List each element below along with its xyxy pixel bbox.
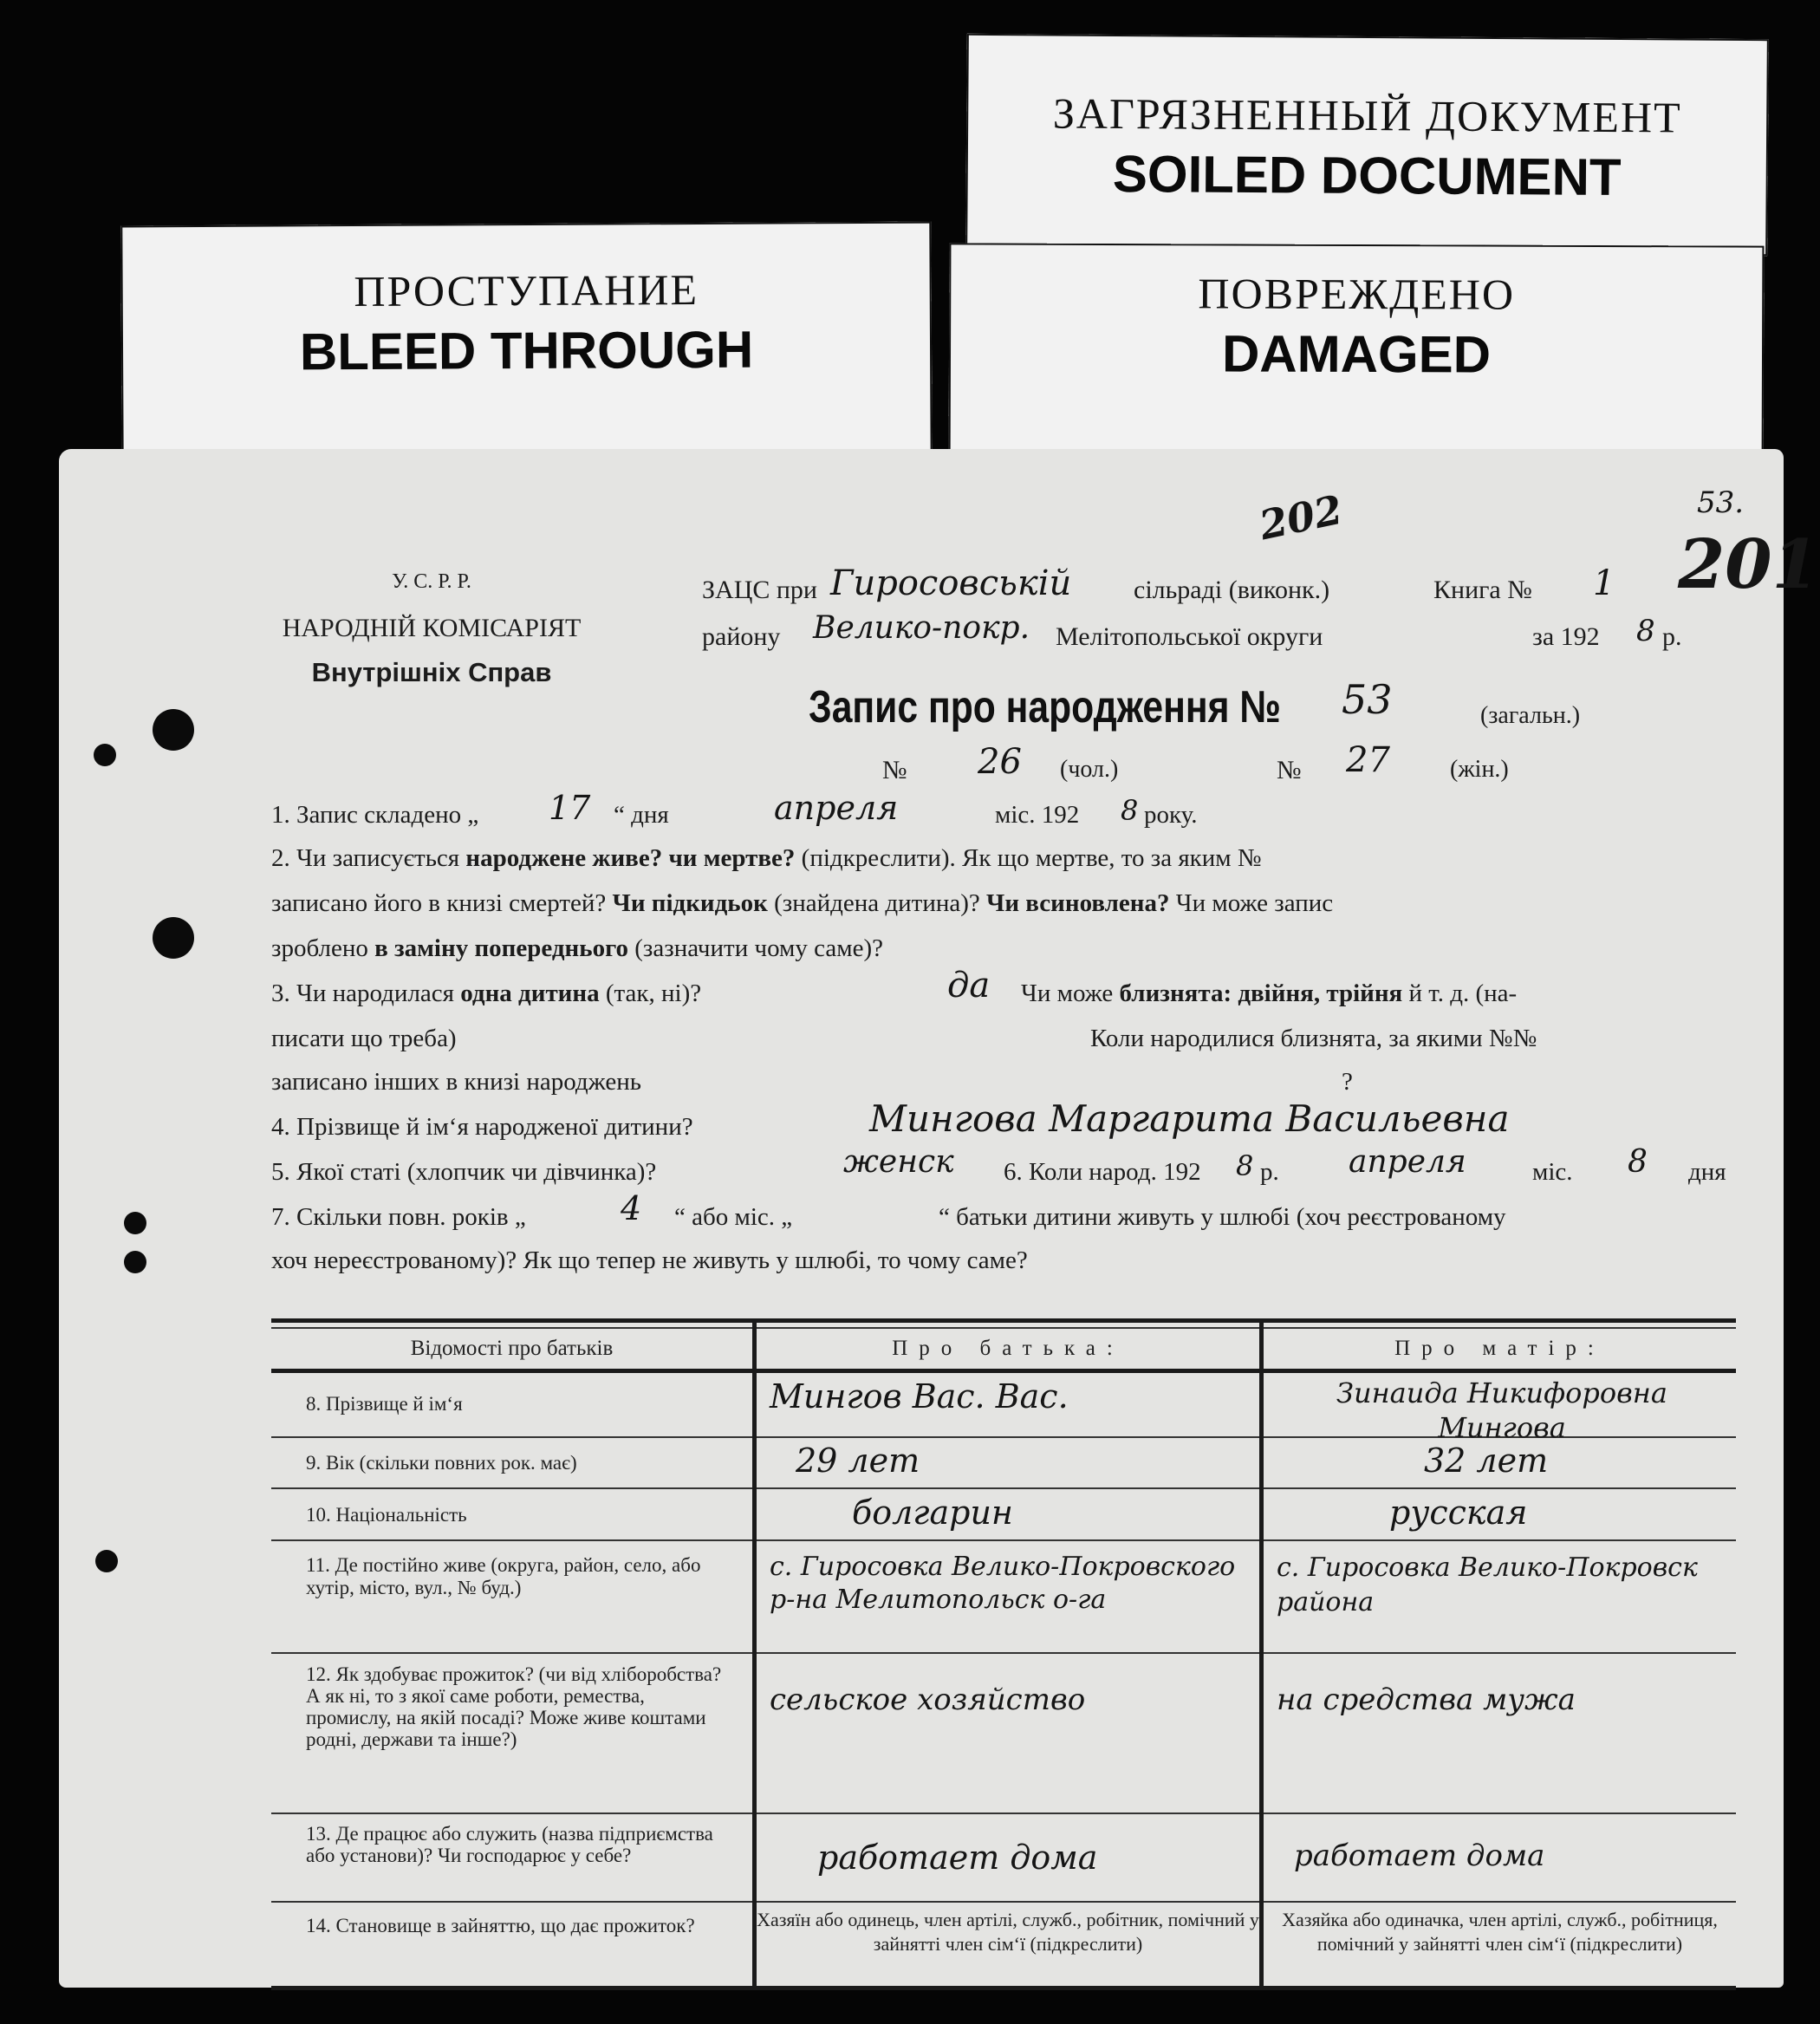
q2-l3-c: (зазначити чому саме)? [628,934,883,962]
q2-l1-a: 2. Чи записується [271,844,466,872]
row-label-name: 8. Прізвище й ім‘я [306,1393,463,1415]
q5-label: 5. Якої статі (хлопчик чи дівчинка)? [271,1158,657,1186]
q4-label: 4. Прізвище й ім‘я народженої дитини? [271,1113,693,1141]
q3-l1-b: одна дитина [460,979,600,1007]
q3-l1-f: й т. д. (на- [1402,979,1518,1007]
label-damaged-en: DAMAGED [1221,324,1492,384]
q3-l1-c: (так, ні)? [599,979,702,1007]
q3-l3-b: ? [1342,1068,1353,1096]
table-rule [271,1487,1736,1489]
mother-occupation-status: Хазяйка або одиначка, член артілі, служб., робітниця, помічний у зайнятті член сім‘ї (підкреслити) [1282,1909,1718,1955]
label-bleed-ru: ПРОСТУПАНИЕ [354,264,699,316]
birth-record-sheet [59,449,1819,1988]
q1-month: апреля [774,789,899,827]
year-digit: 8 [1636,614,1655,648]
row-label-residence: 11. Де постійно живе (округа, район, село, або хутір, місто, вул., № буд.) [306,1554,701,1598]
row-label-nationality: 10. Національність [306,1504,467,1526]
male-label: № [882,756,907,784]
q2-l2-d: Чи всиновлена? [986,889,1170,917]
q3-line1-a [271,979,701,1008]
table-rule [271,1812,1736,1814]
q1-mid: “ дня [614,801,669,829]
punch-hole-icon [94,744,116,766]
label-soiled-ru: ЗАГРЯЗНЕННЫЙ ДОКУМЕНТ [1052,88,1682,142]
male-number: 26 [978,742,1022,782]
q3-l1-d: Чи може [1021,979,1120,1007]
q1-end: року. [1144,801,1198,829]
mother-nationality: русская [1389,1494,1528,1532]
female-suffix: (жін.) [1450,756,1509,783]
row-label-occupation-status: 14. Становище в зайняттю, що дає прожиток? [306,1915,695,1936]
label-soiled-en: SOILED DOCUMENT [1112,144,1622,207]
q6-mis: міс. [1532,1158,1573,1186]
q3-l1-a: 3. Чи народилася [271,979,461,1007]
q4-answer: Мингова Маргарита Васильевна [869,1097,1510,1140]
q7-years: 4 [621,1189,642,1227]
year-prefix: за 192 [1532,622,1600,651]
q3-answer: да [947,966,991,1005]
row-label-age: 9. Вік (скільки повних рок. має) [306,1452,577,1474]
q2-l2-e: Чи може запис [1169,889,1334,917]
q7-l1-b: “ або міс. „ [674,1203,793,1231]
raion-name: Велико-покр. [813,610,1030,646]
mother-workplace: работает дома [1294,1839,1545,1873]
label-bleed-en: BLEED THROUGH [299,320,754,381]
punch-hole-icon [153,709,194,751]
table-rule [271,1986,1736,1990]
okruha-name: Мелітопольської округи [1056,622,1323,651]
corner-number-main: 201 [1678,525,1819,604]
header-commissariat: НАРОДНІЙ КОМІСАРІЯТ [282,614,582,642]
q3-line1-b [1021,979,1517,1008]
mother-name: Зинаида Никифоровна Мингова [1336,1376,1667,1444]
table-column-divider [1259,1318,1264,1990]
punch-hole-icon [153,917,194,959]
header-ussr: У. С. Р. Р. [392,570,471,593]
female-label: № [1277,756,1302,784]
raion-prefix: району [702,622,781,651]
label-soiled-document [965,34,1769,256]
year-suffix: р. [1662,622,1682,651]
record-title: Запис про народження № [809,682,1281,732]
father-name: Мингов Вас. Вас. [770,1377,1069,1415]
q1-year: 8 [1121,794,1139,827]
zags-name: Гиросовській [830,563,1072,603]
q1-prefix: 1. Запис складено „ [271,801,479,829]
q3-l2-a: писати що треба) [271,1025,457,1052]
q2-l2-b: Чи підкидьок [612,889,768,917]
q3-l2-b: Коли народилися близнята, за якими №№ [1090,1025,1537,1052]
q6-month: апреля [1349,1144,1466,1180]
q6-day: 8 [1628,1144,1648,1180]
corner-number-top: 53. [1697,485,1745,520]
punch-hole-icon [124,1212,146,1234]
q2-l3-a: зроблено [271,934,375,962]
q7-l2-a: хоч нереєстрованому)? Як що тепер не живуть у шлюбі, то чому саме? [271,1246,1028,1274]
q2-line2 [271,889,1333,918]
q2-l2-c: (знайдена дитина)? [767,889,987,917]
table-rule [271,1369,1736,1373]
table-rule [271,1901,1736,1903]
mother-livelihood: на средства мужа [1277,1682,1576,1717]
table-rule [271,1539,1736,1541]
mother-age: 32 лет [1424,1442,1549,1480]
q2-line3 [271,934,883,963]
father-residence: с. Гиросовка Велико-Покровского р-на Мелитопольск о-га [770,1552,1236,1615]
record-general: (загальн.) [1480,702,1581,729]
q6-dnya: дня [1688,1158,1726,1186]
header-internal-affairs: Внутрішніх Справ [311,657,552,687]
q2-l3-b: в заміну попереднього [374,934,629,962]
header-col-parents: Відомості про батьків [410,1337,614,1360]
female-number: 27 [1346,740,1390,780]
punch-hole-icon [95,1550,118,1572]
book-label: Книга № [1433,576,1532,604]
q2-l1-b: народжене живе? чи мертве? [465,844,796,872]
punch-hole-icon [124,1251,146,1273]
father-occupation-status: Хазяїн або одинець, член артілі, служб., робітник, помічний у зайнятті член сім‘ї (підкреслити) [757,1909,1259,1955]
record-number: 53 [1342,676,1393,723]
label-damaged-ru: ПОВРЕЖДЕНО [1198,269,1516,319]
father-livelihood: сельское хозяйство [770,1682,1086,1717]
q6-r: р. [1260,1158,1279,1186]
q2-l1-c: (підкреслити). Як що мертве, то за яким № [795,844,1262,872]
q7-l1-a: 7. Скільки повн. років „ [271,1203,526,1231]
q6-label: 6. Коли народ. 192 [1004,1158,1201,1186]
header-col-father: Про батька: [892,1337,1124,1360]
q3-l1-e: близнята: двійня, трійня [1119,979,1403,1007]
zags-suffix: сільраді (виконк.) [1134,576,1330,604]
book-number: 1 [1593,563,1615,603]
father-age: 29 лет [796,1442,920,1480]
zags-prefix: ЗАЦС при [702,576,817,604]
q1-day: 17 [549,789,591,827]
table-rule [271,1652,1736,1654]
q5-answer: женск [843,1144,954,1180]
header-col-mother: Про матір: [1394,1337,1605,1360]
q7-l1-c: “ батьки дитини живуть у шлюбі (хоч реєстрованому [939,1203,1506,1231]
label-bleed-through [120,222,932,465]
q2-l2-a: записано його в книзі смертей? [271,889,613,917]
q1-suffix: міс. 192 [995,801,1080,829]
stamp-number: 202 [1255,485,1347,550]
q3-l3-a: записано інших в книзі народжень [271,1068,641,1096]
table-rule [271,1318,1736,1323]
male-suffix: (чол.) [1060,756,1119,783]
mother-residence: с. Гиросовка Велико-Покровск района [1277,1552,1698,1617]
label-damaged [949,243,1765,471]
father-nationality: болгарин [852,1494,1013,1532]
father-workplace: работает дома [817,1839,1098,1877]
row-label-workplace: 13. Де працює або служить (назва підприємства або установи)? Чи господарює у себе? [306,1823,713,1866]
q6-year: 8 [1236,1149,1254,1182]
q2-line1 [271,844,1262,873]
table-rule [271,1327,1736,1329]
table-column-divider [752,1318,757,1990]
row-label-livelihood: 12. Як здобуває прожиток? (чи від хліборобства? А як ні, то з якої саме роботи, ремества, промислу, на якій посаді? Може живе коштами родні, держави та інше?) [306,1663,722,1750]
